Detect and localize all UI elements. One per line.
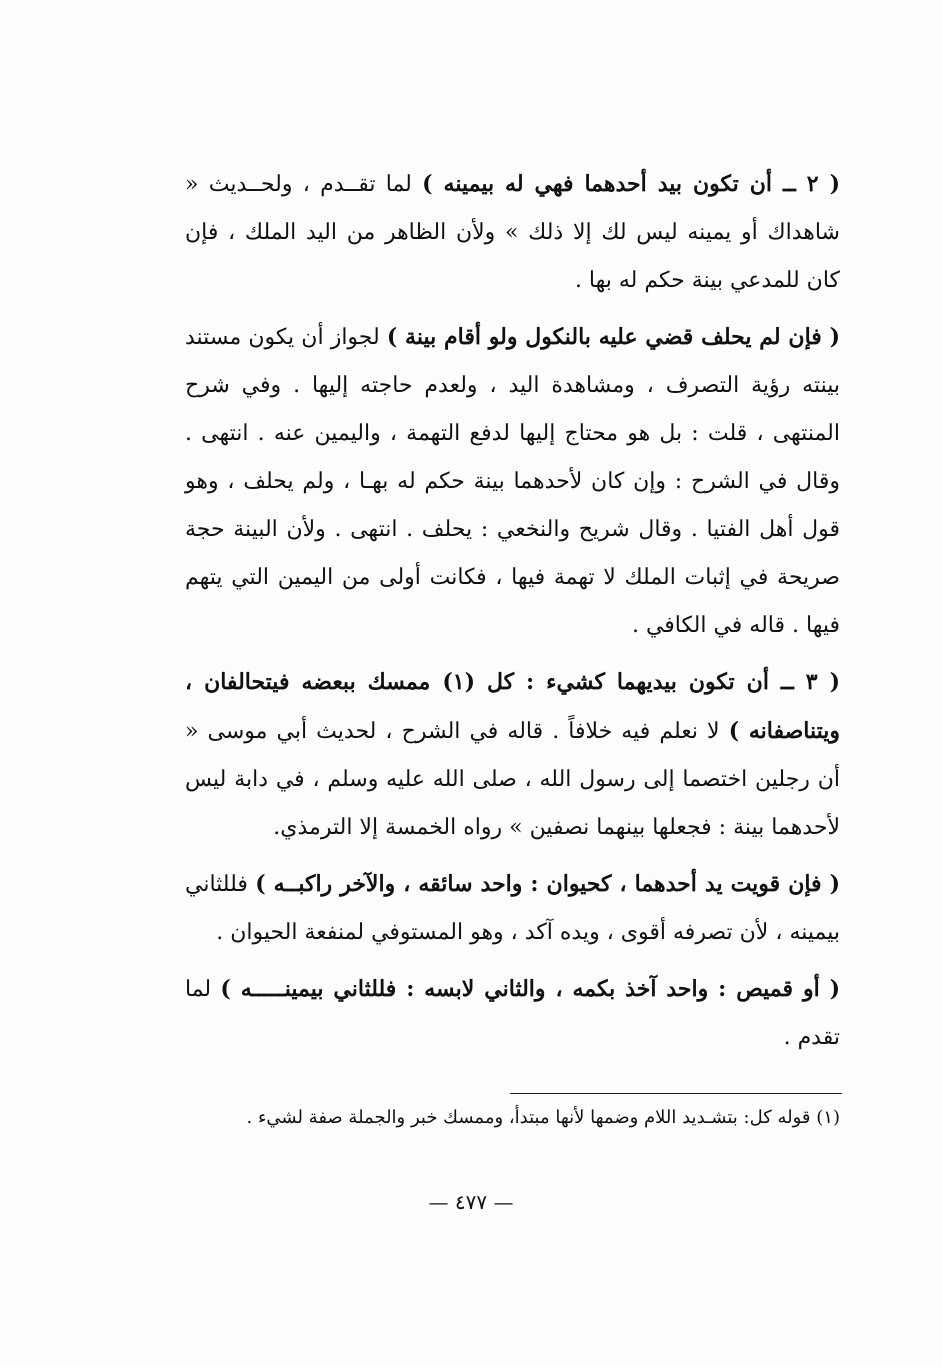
main-text — [185, 160, 840, 1070]
paragraph-5 — [185, 965, 840, 1062]
paragraph-body: فللثاني بيمينه ، لأن تصرفه أقوى ، ويده آكد ، وهو المستوفي لمنفعة الحيوان . — [185, 872, 840, 945]
paragraph-heading: ( فإن لم يحلف قضي عليه بالنكول ولو أقام بينة ) — [386, 324, 840, 350]
paragraph-3 — [185, 658, 840, 852]
paragraph-heading: ( أو قميص : واحد آخذ بكمه ، والثاني لابسه : فللثاني بيمينـــــه ) — [220, 976, 841, 1002]
paragraph-body: لما تقدم . — [185, 977, 840, 1050]
paragraph-heading: ( فإن قويت يد أحدهما ، كحيوان : واحد سائقه ، والآخر راكبــه ) — [255, 871, 840, 897]
paragraph-4 — [185, 860, 840, 957]
paragraph-body: لما تقــدم ، ولحــديث « شاهداك أو يمينه ليس لك إلا ذلك » ولأن الظاهر من اليد الملك ، فإن كان للمدعي بينة حكم له بها . — [185, 172, 840, 293]
paragraph-body: لا نعلم فيه خلافاً . قاله في الشرح ، لحديث أبي موسى « أن رجلين اختصما إلى رسول الله ، صلى الله عليه وسلم ، في دابة ليس لأحدهما بينة : فجعلها بينهما نصفين » رواه الخمسة إلا الترمذي. — [185, 719, 840, 840]
paragraph-heading: ( ٢ ــ أن تكون بيد أحدهما فهي له بيمينه ) — [422, 171, 840, 197]
paragraph-1 — [185, 160, 840, 305]
page-number: — ٤٧٧ — — [428, 1190, 514, 1214]
footnote: (١) قوله كل: بتشـديد اللام وضمها لأنها مبتدأ، وممسك خبر والجملة صفة لشيء . — [246, 1107, 840, 1128]
paragraph-heading: ( ٣ ــ أن تكون بيديهما كشيء : كل (١) ممسك ببعضه فيتحالفان ، ويتناصفانه ) — [185, 669, 840, 744]
paragraph-body: لجواز أن يكون مستند بينته رؤية التصرف ، ومشاهدة اليد ، ولعدم حاجته إليها . وفي شرح المنتهى ، قلت : بل هو محتاج إليها لدفع التهمة ، واليمين عنه . انتهى . وقال في الشرح : وإن كان لأحدهما بينة حكم له بهـا ، ولم يحلف ، وهو قول أهل الفتيا . وقال شريح والنخعي : يحلف . انتهى . ولأن البينة حجة صريحة في إثبات الملك لا تهمة فيها ، فكانت أولى من اليمين التي يتهم فيها . قاله في الكافي . — [185, 325, 840, 638]
paragraph-2 — [185, 313, 840, 650]
footnote-separator — [510, 1093, 842, 1094]
